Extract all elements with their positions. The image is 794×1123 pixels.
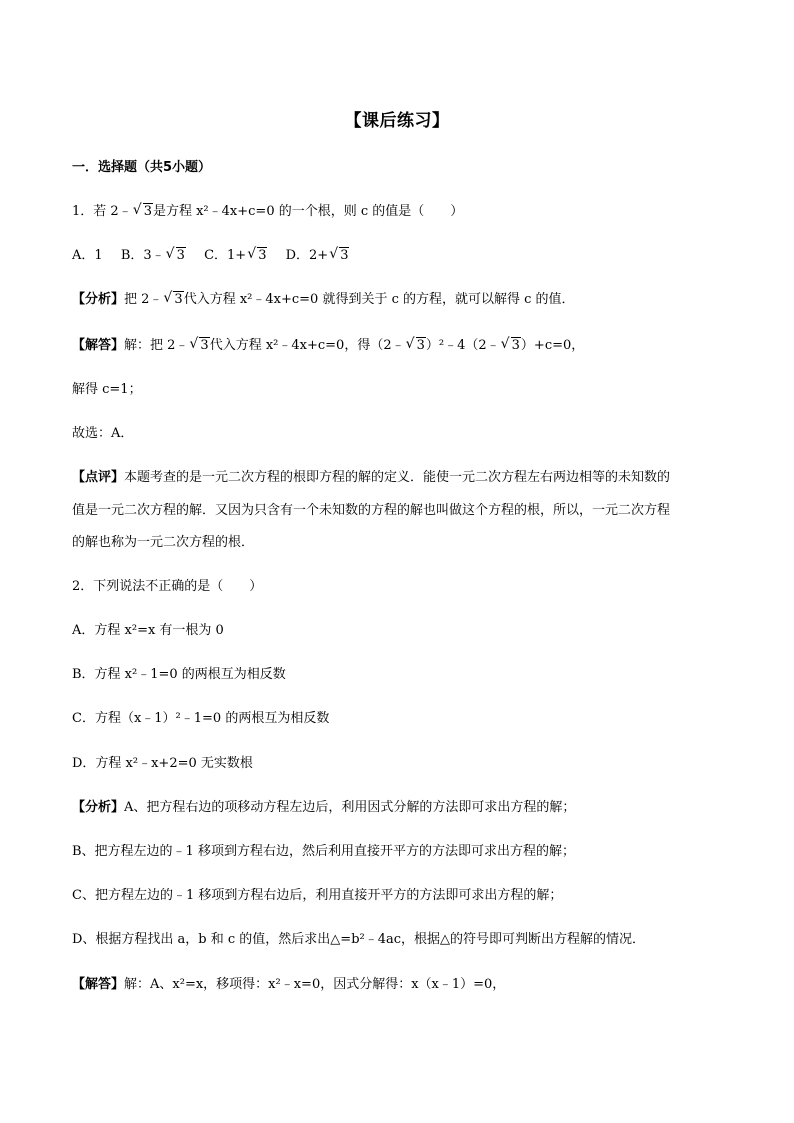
question-2-option-b: B．方程 x²﹣1=0 的两根互为相反数 (72, 667, 286, 682)
question-2-analysis-c: C、把方程左边的﹣1 移项到方程右边后，利用直接开平方的方法即可求出方程的解； (72, 888, 563, 903)
question-2-analysis-d: D、根据方程找出 a，b 和 c 的值，然后求出△=b²﹣4ac，根据△的符号即可判断出方程解的情况． (72, 932, 646, 947)
question-1-solution-line-2: 解得 c=1； (72, 382, 142, 397)
question-2-option-d: D．方程 x²﹣x+2=0 无实数根 (72, 756, 253, 771)
option-b: B．3﹣ √ 3 (120, 246, 185, 263)
question-1-stem: 1．若 2﹣ √ 3是方程 x²﹣4x+c=0 的一个根，则 c 的值是（ ） (72, 202, 732, 222)
question-1-analysis: 【分析】把 2﹣ √ 3代入方程 x²﹣4x+c=0 就得到关于 c 的方程，就可以解得 c 的值． (72, 290, 575, 307)
page-title: 【课后练习】 (344, 111, 450, 131)
question-2-analysis: 【分析】A、把方程右边的项移动方程左边后，利用因式分解的方法即可求出方程的解； (72, 800, 576, 815)
option-a: A．1 (72, 248, 103, 263)
question-2-option-a: A．方程 x²=x 有一根为 0 (72, 623, 224, 638)
question-1-comment-line-3: 的解也称为一元二次方程的根． (72, 535, 255, 550)
option-c: C．1+ √ 3 (204, 246, 267, 263)
question-1-solution: 【解答】解：把 2﹣ √ 3代入方程 x²﹣4x+c=0，得（2﹣ √ 3）²﹣4（2﹣ √ 3）+c=0， (72, 336, 585, 353)
question-1-comment-line-2: 值是一元二次方程的解．又因为只含有一个未知数的方程的解也叫做这个方程的根，所以，一元二次方程 (72, 503, 671, 518)
question-2-solution: 【解答】解：A、x²=x，移项得：x²﹣x=0，因式分解得：x（x﹣1）=0， (72, 977, 506, 992)
question-2-analysis-b: B、把方程左边的﹣1 移项到方程右边，然后利用直接开平方的方法即可求出方程的解； (72, 844, 575, 859)
option-d: D．2+ √ 3 (285, 246, 349, 263)
section-heading: 一．选择题（共5小题） (72, 160, 212, 175)
question-1-solution-line-3: 故选：A． (72, 426, 134, 441)
question-2-stem: 2．下列说法不正确的是（ ） (72, 579, 263, 594)
sqrt-symbol: √ 3 (132, 202, 152, 219)
question-1-comment: 【点评】本题考查的是一元二次方程的根即方程的解的定义．能使一元二次方程左右两边相等的未知数的 (72, 470, 671, 485)
question-1-options (72, 246, 732, 266)
question-2-option-c: C．方程（x﹣1）²﹣1=0 的两根互为相反数 (72, 711, 330, 726)
